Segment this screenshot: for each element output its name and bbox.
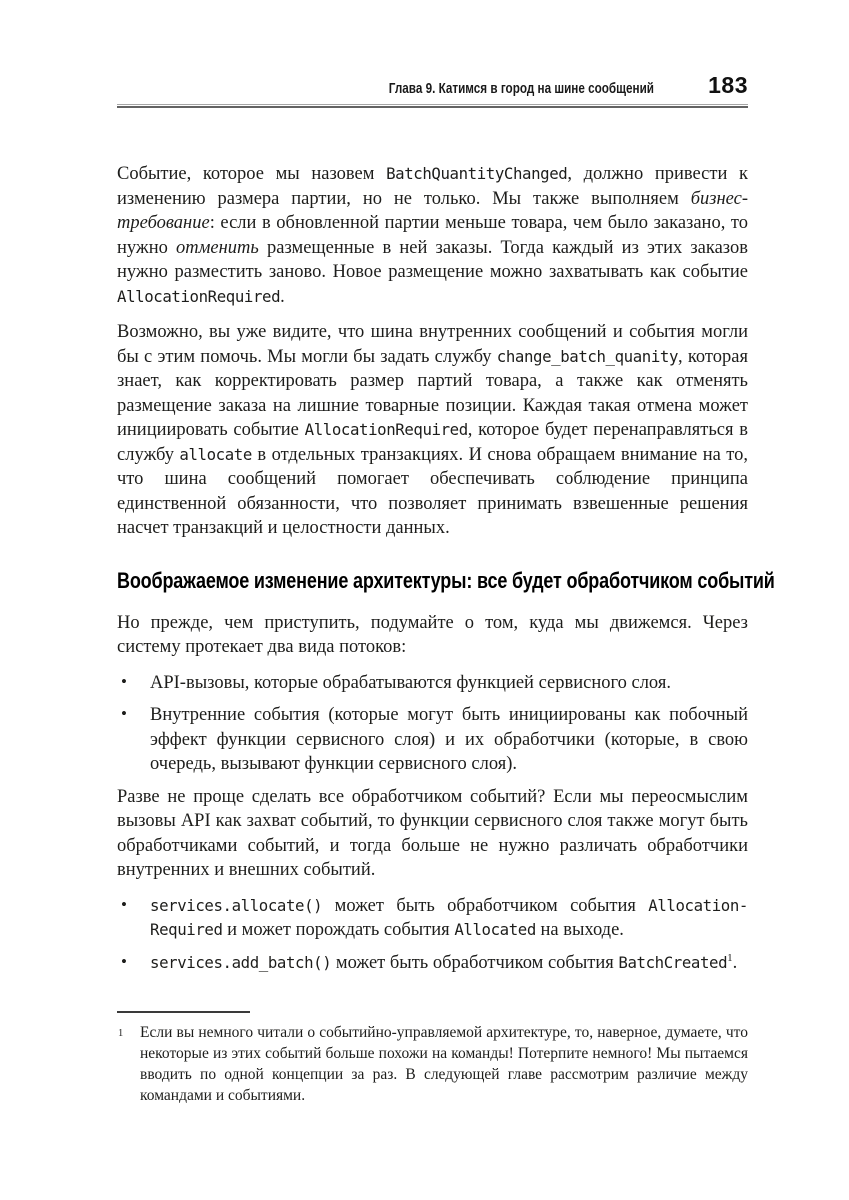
bullet-list-flows: [117, 671, 748, 777]
list-item-text: Внутренние события (которые могут быть инициированы как побочный эффект функции сервисного слоя) и их обработчики (которые, в свою очередь, вызывают функции сервисного слоя).: [150, 705, 748, 774]
list-item-text: services.allocate() может быть обработчиком события Allocation-Required и может порождать события Allocated на выходе.: [150, 895, 748, 940]
page-header: [117, 72, 748, 99]
section-heading: [117, 567, 775, 594]
section-heading-text: Воображаемое изменение архитектуры: все будет обработчиком событий: [117, 567, 775, 593]
chapter-title: Глава 9. Катимся в город на шине сообщений: [388, 80, 655, 97]
list-item-internal-events: [117, 703, 748, 777]
paragraph-everything-event-handler: Разве не проще сделать все обработчиком событий? Если мы переосмыслим вызовы API как захват событий, то функции сервисного слоя также могут быть обработчиками событий, и тогда больше не нужно различать обработчики внутренних и внешних событий.: [117, 786, 748, 880]
bullet-icon: •: [121, 894, 127, 914]
footnote-marker: 1: [118, 1028, 124, 1039]
paragraph-two-flows: Но прежде, чем приступить, подумайте о том, куда мы движемся. Через систему протекает два вида потоков:: [117, 612, 748, 657]
paragraph-message-bus: Возможно, вы уже видите, что шина внутренних сообщений и события могли бы с этим помочь. Мы могли бы задать службу change_batch_quanity, которая знает, как корректировать размер партий товара, а также как отменять размещение заказа на лишние товарные позиции. Каждая такая отмена может инициировать событие AllocationRequired, которое будет перенаправляться в службу allocate в отдельных транзакциях. И снова обращаем внимание на то, что шина сообщений помогает обеспечивать соблюдение принципа единственной обязанности, что позволяет принимать взвешенные решения насчет транзакций и целостности данных.: [117, 322, 748, 538]
bullet-list-services: [117, 894, 748, 976]
footnote-text: Если вы немного читали о событийно-управляемой архитектуре, то, наверное, думаете, что некоторые из этих событий больше похожи на команды! Потерпите немного! Мы пытаемся вводить по одной концепции за раз. В следующей главе рассмотрим различие между командами и событиями.: [140, 1024, 748, 1104]
page-number: 183: [708, 72, 748, 98]
list-item-services-allocate: [117, 894, 748, 943]
bullet-icon: •: [121, 951, 127, 971]
list-item-services-add-batch: [117, 951, 748, 976]
header-rule: [117, 104, 748, 108]
bullet-icon: •: [121, 671, 127, 691]
bullet-icon: •: [121, 704, 127, 723]
list-item-text: services.add_batch() может быть обработчиком события BatchCreated$^1$.: [150, 951, 738, 973]
footnote: [117, 1022, 748, 1106]
footnote-block: [117, 1011, 748, 1106]
paragraph-batch-quantity-changed: Событие, которое мы назовем BatchQuantityChanged, должно привести к изменению размера партии, но не только. Мы также выполняем бизнес-требование: если в обновленной партии меньше товара, чем было заказано, то нужно отменить размещенные в ней заказы. Тогда каждый из этих заказов нужно разместить заново. Новое размещение можно захватывать как событие AllocationRequired.: [117, 164, 748, 307]
list-item-text: API-вызовы, которые обрабатываются функцией сервисного слоя.: [150, 672, 671, 693]
list-item-api-calls: [117, 671, 748, 696]
footnote-rule: [117, 1011, 250, 1013]
